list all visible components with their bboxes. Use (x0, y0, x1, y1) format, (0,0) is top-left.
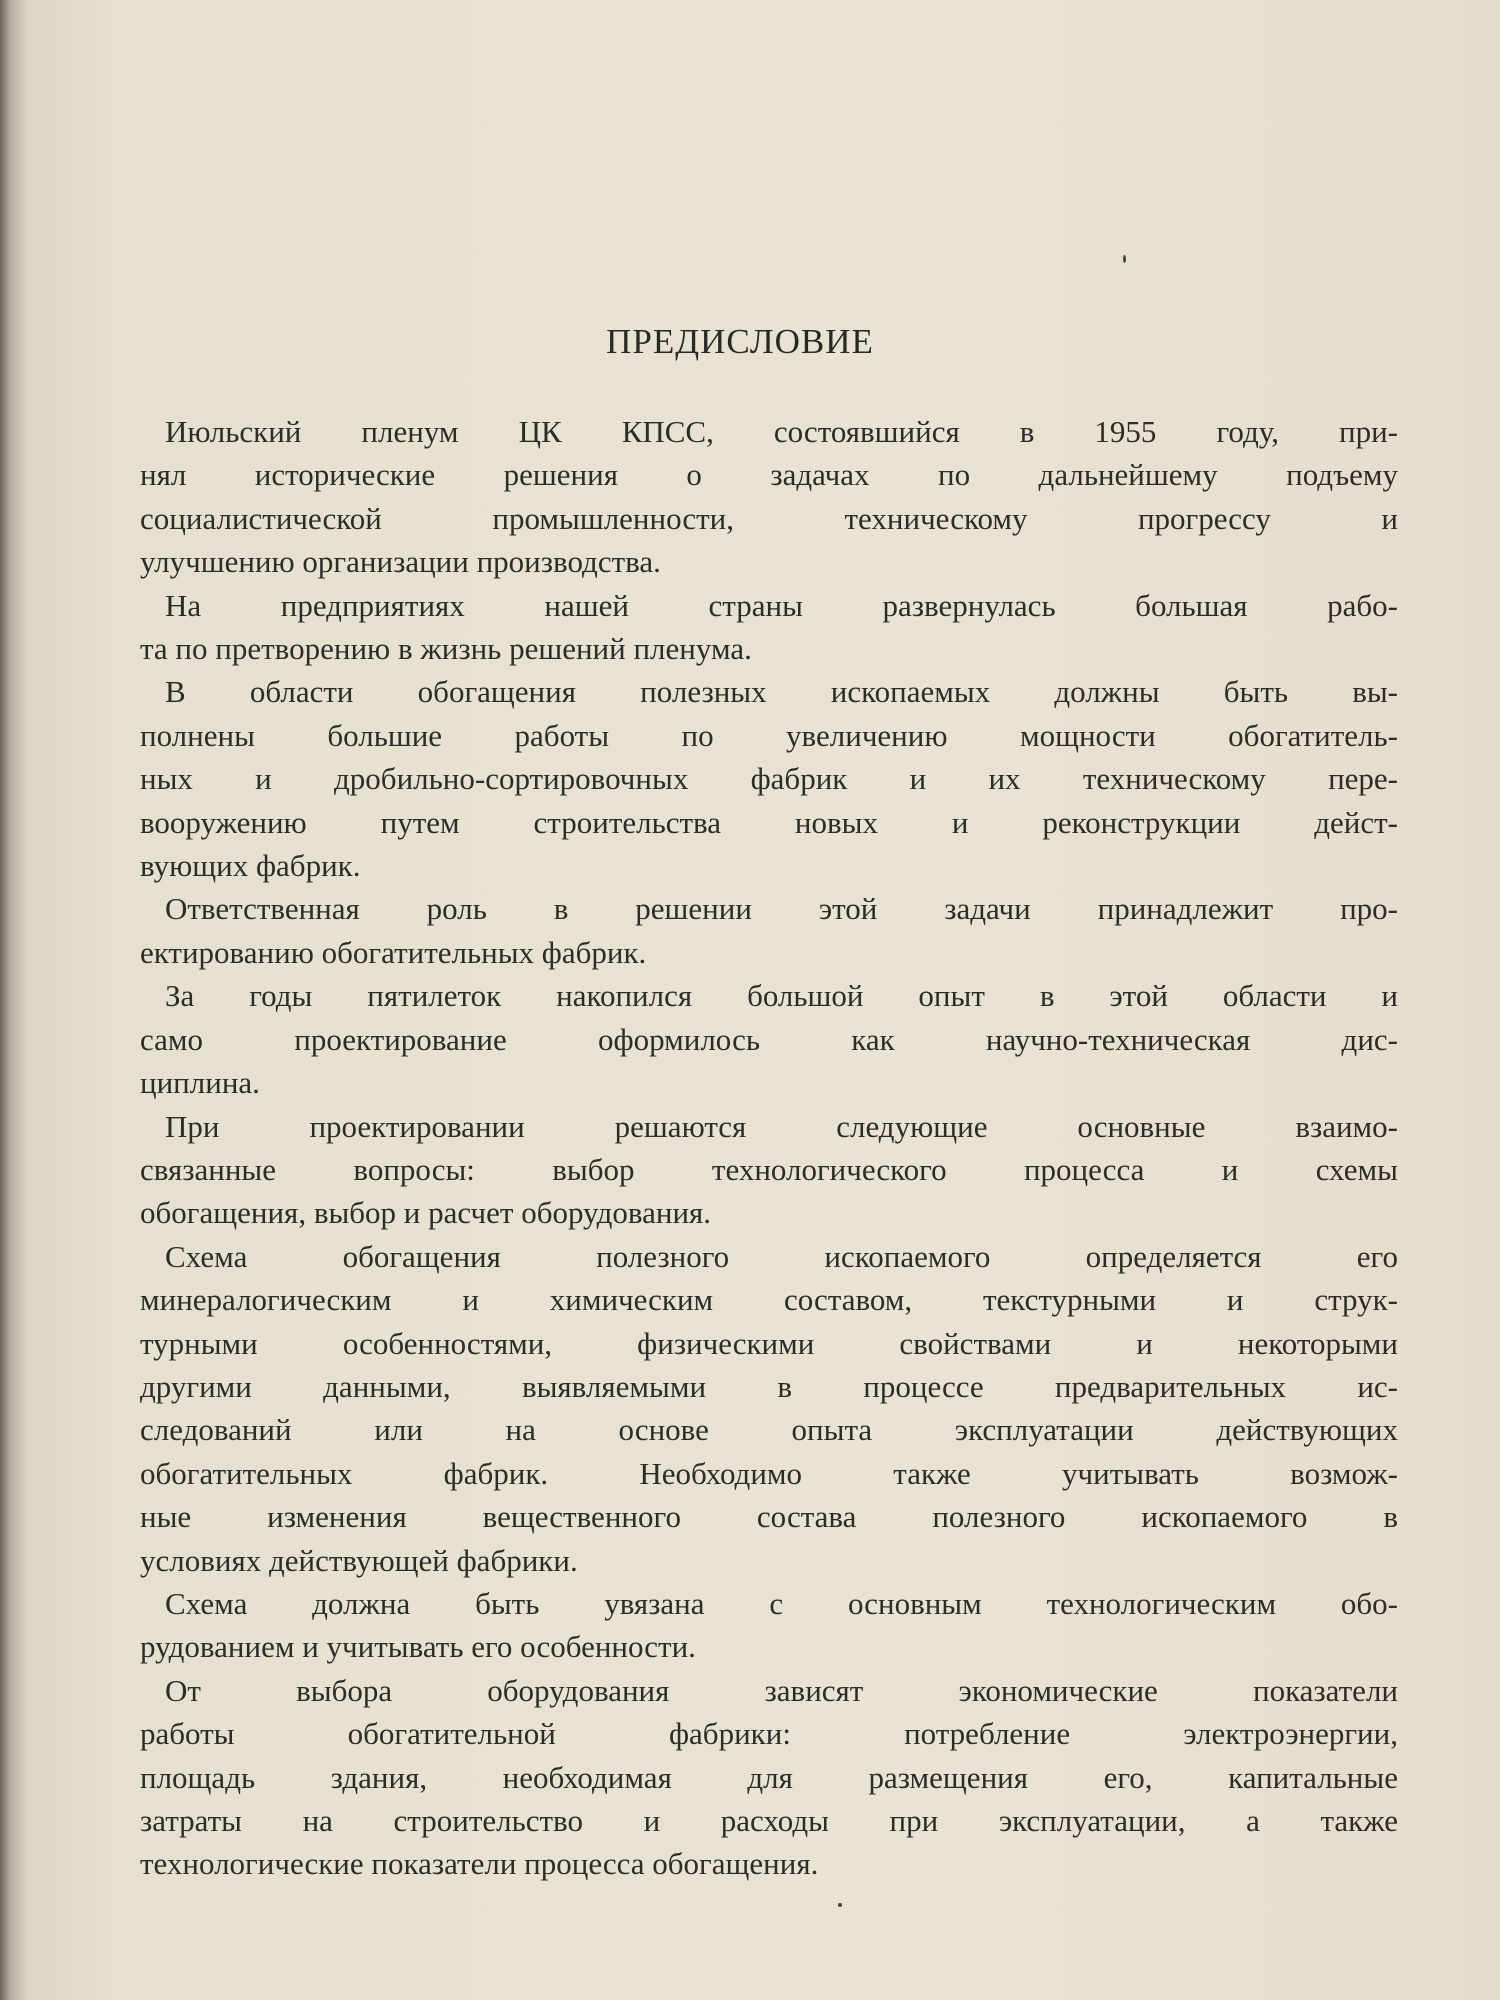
text-line: ных и дробильно-сортировочных фабрик и их техническому пере- (140, 761, 1398, 797)
paragraph (140, 670, 1398, 887)
text-line: циплина. (140, 1065, 260, 1101)
text-line: технологические показатели процесса обогащения. (140, 1846, 819, 1882)
paragraph (140, 1669, 1398, 1886)
paragraph (140, 887, 1398, 974)
speck (1123, 255, 1126, 263)
text-line: социалистической промышленности, техническому прогрессу и (140, 500, 1398, 536)
text-line: турными особенностями, физическими свойствами и некоторыми (140, 1325, 1398, 1361)
text-line: площадь здания, необходимая для размещения его, капитальные (140, 1759, 1398, 1795)
text-line: затраты на строительство и расходы при эксплуатации, а также (140, 1803, 1398, 1838)
paragraph (140, 1105, 1398, 1235)
text-line: При проектировании решаются следующие основные взаимо- (165, 1108, 1398, 1144)
paragraph (140, 410, 1398, 584)
text-line: На предприятиях нашей страны развернулась большая рабо- (165, 587, 1398, 623)
paragraph (140, 1582, 1398, 1669)
text-line: нял исторические решения о задачах по дальнейшему подъему (140, 457, 1398, 493)
paragraph (140, 974, 1398, 1104)
text-line: Схема обогащения полезного ископаемого определяется его (165, 1238, 1398, 1274)
text-line: следований или на основе опыта эксплуатации действующих (140, 1412, 1398, 1448)
text-line: вующих фабрик. (140, 848, 361, 884)
text-line: вооружению путем строительства новых и реконструкции дейст- (140, 804, 1398, 840)
text-line: минералогическим и химическим составом, текстурными и струк- (140, 1282, 1398, 1318)
speck (838, 1903, 842, 1907)
text-line: Ответственная роль в решении этой задачи принадлежит про- (165, 891, 1398, 927)
text-line: полнены большие работы по увеличению мощности обогатитель- (140, 717, 1398, 753)
text-line: обогатительных фабрик. Необходимо также учитывать возмож- (140, 1455, 1398, 1491)
text-line: ектированию обогатительных фабрик. (140, 934, 647, 970)
text-line: От выбора оборудования зависят экономические показатели (165, 1672, 1398, 1708)
text-line: связанные вопросы: выбор технологического процесса и схемы (140, 1151, 1398, 1187)
text-line: Июльский пленум ЦК КПСС, состоявшийся в 1955 году, при- (165, 414, 1398, 449)
text-line: За годы пятилеток накопился большой опыт в этой области и (165, 978, 1398, 1014)
text-line: другими данными, выявляемыми в процессе предварительных ис- (140, 1368, 1398, 1404)
text-line: ные изменения вещественного состава полезного ископаемого в (140, 1499, 1398, 1535)
text-line: обогащения, выбор и расчет оборудования. (140, 1195, 712, 1231)
text-line: рудованием и учитывать его особенности. (140, 1629, 696, 1665)
text-line: та по претворению в жизнь решений пленума. (140, 631, 752, 667)
text-line: работы обогатительной фабрики: потребление электроэнергии, (140, 1716, 1398, 1752)
text-line: улучшению организации производства. (140, 544, 661, 580)
text-line: Схема должна быть увязана с основным технологическим обо- (165, 1585, 1398, 1621)
text-line: В области обогащения полезных ископаемых должны быть вы- (165, 674, 1398, 710)
paragraph (140, 1235, 1398, 1582)
text-line: само проектирование оформилось как научно-техническая дис- (140, 1021, 1398, 1057)
text-line: условиях действующей фабрики. (140, 1542, 578, 1578)
body-text (140, 410, 1398, 1886)
paragraph (140, 584, 1398, 671)
page-title: ПРЕДИСЛОВИЕ (606, 322, 874, 361)
